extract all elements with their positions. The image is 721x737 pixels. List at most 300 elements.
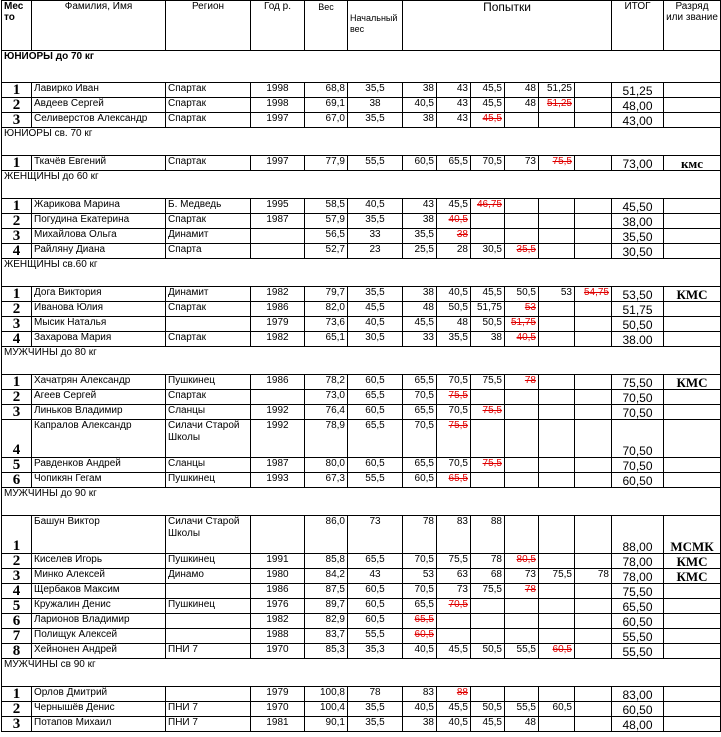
birth-year-cell: 1979	[251, 317, 305, 332]
failed-attempt: 78	[524, 584, 536, 595]
attempt-value: 68	[490, 569, 502, 580]
place-cell: 3	[2, 113, 32, 128]
attempt-value: 38	[422, 83, 434, 94]
name-cell: Райляну Диана	[32, 244, 166, 259]
section-header-row	[2, 128, 721, 156]
weight-cell: 85,8	[305, 554, 348, 569]
attempt-cell	[437, 599, 471, 614]
rank-cell	[664, 113, 721, 128]
region-cell: Спартак	[166, 390, 251, 405]
athlete-row	[2, 473, 721, 488]
attempt-cell	[437, 405, 471, 420]
attempt-cell	[575, 458, 612, 473]
rank-cell	[664, 420, 721, 458]
total-cell: 88,00	[612, 516, 664, 554]
failed-attempt: 53	[524, 302, 536, 313]
attempt-cell	[471, 717, 505, 732]
attempt-cell	[505, 302, 539, 317]
attempt-cell	[471, 405, 505, 420]
rank-cell	[664, 644, 721, 659]
attempt-value: 45,5	[482, 717, 502, 728]
place-cell: 2	[2, 98, 32, 113]
attempt-cell	[505, 98, 539, 113]
place-cell: 1	[2, 83, 32, 98]
failed-attempt: 46,75	[476, 199, 502, 210]
attempt-value: 75,5	[482, 584, 502, 595]
attempt-cell	[471, 229, 505, 244]
header-attempts: Попытки	[403, 1, 612, 51]
total-cell: 75,50	[612, 584, 664, 599]
weight-cell: 78,9	[305, 420, 348, 458]
attempt-cell	[539, 83, 575, 98]
place-cell: 2	[2, 302, 32, 317]
attempt-cell	[505, 584, 539, 599]
place-cell: 6	[2, 473, 32, 488]
attempt-cell	[539, 375, 575, 390]
attempt-value: 35,5	[414, 229, 434, 240]
region-cell: Спартак	[166, 156, 251, 171]
attempt-cell	[437, 287, 471, 302]
attempt-cell	[403, 332, 437, 347]
attempt-cell	[575, 390, 612, 405]
attempt-cell	[505, 287, 539, 302]
attempt-value: 40,5	[448, 717, 468, 728]
birth-year-cell: 1997	[251, 113, 305, 128]
total-cell: 75,50	[612, 375, 664, 390]
total-cell: 70,50	[612, 405, 664, 420]
attempt-cell	[539, 317, 575, 332]
attempt-cell	[575, 629, 612, 644]
attempt-cell	[403, 390, 437, 405]
section-title: ЖЕНЩИНЫ св.60 кг	[2, 259, 721, 287]
attempt-value: 70,5	[482, 156, 502, 167]
place-cell: 4	[2, 332, 32, 347]
start-weight-cell: 65,5	[348, 420, 403, 458]
start-weight-cell: 60,5	[348, 375, 403, 390]
attempt-cell	[505, 473, 539, 488]
attempt-value: 45,5	[448, 199, 468, 210]
failed-attempt: 51,75	[510, 317, 536, 328]
place-cell: 3	[2, 569, 32, 584]
athlete-row	[2, 702, 721, 717]
attempt-cell	[403, 405, 437, 420]
attempt-value: 60,5	[414, 473, 434, 484]
attempt-value: 43	[456, 83, 468, 94]
attempt-value: 70,5	[414, 584, 434, 595]
birth-year-cell: 1981	[251, 717, 305, 732]
attempt-cell	[539, 473, 575, 488]
attempt-cell	[403, 687, 437, 702]
name-cell: Минко Алексей	[32, 569, 166, 584]
attempt-cell	[471, 302, 505, 317]
weight-cell: 82,0	[305, 302, 348, 317]
failed-attempt: 51,25	[546, 98, 572, 109]
attempt-cell	[437, 375, 471, 390]
place-cell: 4	[2, 584, 32, 599]
failed-attempt: 35,5	[516, 244, 536, 255]
attempt-cell	[539, 516, 575, 554]
total-cell: 48,00	[612, 98, 664, 113]
attempt-value: 70,5	[448, 375, 468, 386]
place-cell: 1	[2, 199, 32, 214]
name-cell: Агеев Сергей	[32, 390, 166, 405]
attempt-value: 40,5	[414, 702, 434, 713]
header-region: Регион	[166, 1, 251, 51]
start-weight-cell: 35,5	[348, 702, 403, 717]
region-cell: Сланцы	[166, 458, 251, 473]
attempt-cell	[539, 214, 575, 229]
attempt-cell	[403, 629, 437, 644]
failed-attempt: 75,5	[482, 458, 502, 469]
athlete-row	[2, 717, 721, 732]
attempt-value: 83	[456, 516, 468, 527]
attempt-cell	[539, 199, 575, 214]
section-header-row	[2, 259, 721, 287]
rank-cell	[664, 332, 721, 347]
birth-year-cell: 1979	[251, 687, 305, 702]
start-weight-cell: 33	[348, 229, 403, 244]
attempt-cell	[471, 554, 505, 569]
athlete-row	[2, 287, 721, 302]
attempt-cell	[539, 287, 575, 302]
attempt-value: 43	[422, 199, 434, 210]
weight-cell: 85,3	[305, 644, 348, 659]
start-weight-cell: 55,5	[348, 473, 403, 488]
attempt-cell	[437, 629, 471, 644]
attempt-value: 45,5	[482, 83, 502, 94]
attempt-cell	[575, 214, 612, 229]
failed-attempt: 75,5	[552, 156, 572, 167]
attempt-cell	[539, 644, 575, 659]
attempt-cell	[539, 98, 575, 113]
region-cell: Спартак	[166, 214, 251, 229]
start-weight-cell: 35,5	[348, 83, 403, 98]
attempt-cell	[437, 214, 471, 229]
attempt-cell	[471, 244, 505, 259]
attempt-cell	[403, 717, 437, 732]
total-cell: 51,25	[612, 83, 664, 98]
attempt-cell	[505, 375, 539, 390]
attempt-value: 65,5	[414, 458, 434, 469]
region-cell	[166, 614, 251, 629]
attempt-cell	[437, 98, 471, 113]
attempt-value: 73	[524, 156, 536, 167]
attempt-cell	[539, 458, 575, 473]
attempt-cell	[403, 199, 437, 214]
start-weight-cell: 40,5	[348, 317, 403, 332]
name-cell: Хейнонен Андрей	[32, 644, 166, 659]
attempt-cell	[505, 458, 539, 473]
attempt-cell	[505, 244, 539, 259]
failed-attempt: 65,5	[448, 473, 468, 484]
weight-cell: 76,4	[305, 405, 348, 420]
attempt-value: 53	[560, 287, 572, 298]
attempt-value: 50,5	[482, 644, 502, 655]
attempt-cell	[437, 554, 471, 569]
attempt-cell	[505, 156, 539, 171]
attempt-cell	[437, 302, 471, 317]
attempt-cell	[575, 83, 612, 98]
start-weight-cell: 35,3	[348, 644, 403, 659]
name-cell: Авдеев Сергей	[32, 98, 166, 113]
attempt-value: 51,25	[546, 83, 572, 94]
header-weight: Вес	[305, 1, 348, 51]
start-weight-cell: 78	[348, 687, 403, 702]
weight-cell: 90,1	[305, 717, 348, 732]
attempt-cell	[539, 156, 575, 171]
name-cell: Кружалин Денис	[32, 599, 166, 614]
section-title: ЮНИОРЫ до 70 кг	[2, 51, 721, 83]
birth-year-cell: 1993	[251, 473, 305, 488]
section-title: МУЖЧИНЫ св 90 кг	[2, 659, 721, 687]
attempt-cell	[575, 599, 612, 614]
attempt-value: 40,5	[448, 287, 468, 298]
athlete-row	[2, 554, 721, 569]
attempt-value: 78	[422, 516, 434, 527]
attempt-cell	[539, 614, 575, 629]
region-cell: Силачи Старой Школы	[166, 420, 251, 458]
attempt-cell	[471, 98, 505, 113]
rank-cell	[664, 244, 721, 259]
attempt-value: 48	[524, 98, 536, 109]
attempt-cell	[575, 702, 612, 717]
weight-cell: 100,8	[305, 687, 348, 702]
athlete-row	[2, 332, 721, 347]
header-place: Мес то	[2, 1, 32, 51]
attempt-cell	[471, 458, 505, 473]
attempt-value: 50,5	[482, 702, 502, 713]
total-cell: 51,75	[612, 302, 664, 317]
attempt-cell	[403, 156, 437, 171]
name-cell: Иванова Юлия	[32, 302, 166, 317]
attempt-cell	[575, 302, 612, 317]
attempt-cell	[505, 113, 539, 128]
rank-cell	[664, 405, 721, 420]
attempt-value: 70,5	[414, 420, 434, 431]
total-cell: 78,00	[612, 569, 664, 584]
attempt-cell	[539, 302, 575, 317]
place-cell: 3	[2, 717, 32, 732]
place-cell: 1	[2, 687, 32, 702]
attempt-cell	[471, 614, 505, 629]
attempt-cell	[471, 199, 505, 214]
attempt-cell	[575, 375, 612, 390]
region-cell: ПНИ 7	[166, 717, 251, 732]
attempt-value: 38	[422, 287, 434, 298]
start-weight-cell: 35,5	[348, 717, 403, 732]
name-cell: Селиверстов Александр	[32, 113, 166, 128]
rank-cell	[664, 458, 721, 473]
region-cell: Динамо	[166, 569, 251, 584]
attempt-value: 50,5	[516, 287, 536, 298]
weight-cell: 69,1	[305, 98, 348, 113]
attempt-cell	[437, 717, 471, 732]
attempt-cell	[575, 405, 612, 420]
attempt-value: 73	[524, 569, 536, 580]
attempt-value: 63	[456, 569, 468, 580]
attempt-cell	[471, 644, 505, 659]
attempt-cell	[575, 614, 612, 629]
weight-cell: 67,0	[305, 113, 348, 128]
start-weight-cell: 65,5	[348, 554, 403, 569]
start-weight-cell: 45,5	[348, 302, 403, 317]
attempt-value: 75,5	[448, 554, 468, 565]
rank-cell	[664, 317, 721, 332]
region-cell: ПНИ 7	[166, 644, 251, 659]
attempt-cell	[505, 516, 539, 554]
weight-cell: 67,3	[305, 473, 348, 488]
attempt-value: 53	[422, 569, 434, 580]
attempt-value: 75,5	[552, 569, 572, 580]
athlete-row	[2, 420, 721, 458]
attempt-value: 65,5	[414, 375, 434, 386]
attempt-cell	[575, 317, 612, 332]
attempt-cell	[437, 83, 471, 98]
birth-year-cell	[251, 390, 305, 405]
attempt-cell	[575, 199, 612, 214]
attempt-cell	[471, 569, 505, 584]
failed-attempt: 88	[456, 687, 468, 698]
rank-cell	[664, 83, 721, 98]
region-cell: Спартак	[166, 83, 251, 98]
name-cell: Орлов Дмитрий	[32, 687, 166, 702]
attempt-value: 45,5	[448, 644, 468, 655]
section-title: МУЖЧИНЫ до 80 кг	[2, 347, 721, 375]
results-table	[1, 0, 721, 732]
attempt-value: 73	[456, 584, 468, 595]
attempt-cell	[471, 83, 505, 98]
attempt-cell	[505, 614, 539, 629]
attempt-value: 70,5	[414, 554, 434, 565]
weight-cell: 84,2	[305, 569, 348, 584]
attempt-cell	[437, 332, 471, 347]
athlete-row	[2, 83, 721, 98]
attempt-cell	[437, 702, 471, 717]
attempt-cell	[403, 584, 437, 599]
attempt-cell	[575, 687, 612, 702]
attempt-cell	[505, 629, 539, 644]
attempt-cell	[575, 113, 612, 128]
attempt-cell	[505, 554, 539, 569]
weight-cell: 73,6	[305, 317, 348, 332]
header-row	[2, 1, 721, 51]
total-cell: 55,50	[612, 629, 664, 644]
attempt-value: 50,5	[482, 317, 502, 328]
attempt-cell	[471, 375, 505, 390]
attempt-cell	[437, 458, 471, 473]
attempt-cell	[505, 717, 539, 732]
weight-cell: 57,9	[305, 214, 348, 229]
attempt-cell	[437, 113, 471, 128]
attempt-cell	[403, 83, 437, 98]
total-cell: 45,50	[612, 199, 664, 214]
attempt-cell	[403, 113, 437, 128]
attempt-cell	[471, 332, 505, 347]
attempt-cell	[403, 599, 437, 614]
attempt-cell	[539, 554, 575, 569]
name-cell: Чернышёв Денис	[32, 702, 166, 717]
attempt-value: 38	[422, 717, 434, 728]
name-cell: Жарикова Марина	[32, 199, 166, 214]
attempt-value: 48	[456, 317, 468, 328]
attempt-value: 28	[456, 244, 468, 255]
attempt-cell	[505, 644, 539, 659]
name-cell: Мысик Наталья	[32, 317, 166, 332]
attempt-cell	[437, 317, 471, 332]
attempt-value: 51,75	[476, 302, 502, 313]
birth-year-cell: 1991	[251, 554, 305, 569]
failed-attempt: 78	[524, 375, 536, 386]
place-cell: 3	[2, 405, 32, 420]
attempt-cell	[575, 644, 612, 659]
start-weight-cell: 40,5	[348, 199, 403, 214]
attempt-cell	[437, 584, 471, 599]
attempt-cell	[403, 302, 437, 317]
place-cell: 1	[2, 287, 32, 302]
attempt-cell	[505, 420, 539, 458]
attempt-cell	[505, 317, 539, 332]
attempt-cell	[403, 214, 437, 229]
start-weight-cell: 35,5	[348, 287, 403, 302]
place-cell: 8	[2, 644, 32, 659]
rank-cell	[664, 717, 721, 732]
region-cell	[166, 317, 251, 332]
failed-attempt: 65,5	[414, 614, 434, 625]
athlete-row	[2, 390, 721, 405]
attempt-cell	[471, 702, 505, 717]
attempt-value: 30,5	[482, 244, 502, 255]
rank-cell: МСМК	[664, 516, 721, 554]
region-cell: Динамит	[166, 229, 251, 244]
attempt-value: 35,5	[448, 332, 468, 343]
birth-year-cell: 1988	[251, 629, 305, 644]
total-cell: 35,50	[612, 229, 664, 244]
attempt-cell	[403, 569, 437, 584]
attempt-cell	[403, 702, 437, 717]
attempt-value: 25,5	[414, 244, 434, 255]
failed-attempt: 38	[456, 229, 468, 240]
attempt-value: 38	[422, 214, 434, 225]
attempt-cell	[539, 332, 575, 347]
total-cell: 60,50	[612, 473, 664, 488]
attempt-cell	[403, 287, 437, 302]
weight-cell: 89,7	[305, 599, 348, 614]
region-cell: Пушкинец	[166, 375, 251, 390]
failed-attempt: 45,5	[482, 113, 502, 124]
attempt-cell	[539, 405, 575, 420]
attempt-value: 50,5	[448, 302, 468, 313]
header-year: Год р.	[251, 1, 305, 51]
region-cell	[166, 584, 251, 599]
athlete-row	[2, 317, 721, 332]
total-cell: 60,50	[612, 702, 664, 717]
attempt-value: 88	[490, 516, 502, 527]
athlete-row	[2, 214, 721, 229]
attempt-cell	[471, 287, 505, 302]
total-cell: 30,50	[612, 244, 664, 259]
failed-attempt: 70,5	[448, 599, 468, 610]
attempt-cell	[505, 229, 539, 244]
attempt-cell	[575, 98, 612, 113]
attempt-value: 38	[422, 113, 434, 124]
attempt-value: 75,5	[482, 375, 502, 386]
birth-year-cell: 1986	[251, 584, 305, 599]
section-header-row	[2, 488, 721, 516]
attempt-cell	[471, 156, 505, 171]
total-cell: 70,50	[612, 420, 664, 458]
total-cell: 60,50	[612, 614, 664, 629]
attempt-cell	[505, 199, 539, 214]
